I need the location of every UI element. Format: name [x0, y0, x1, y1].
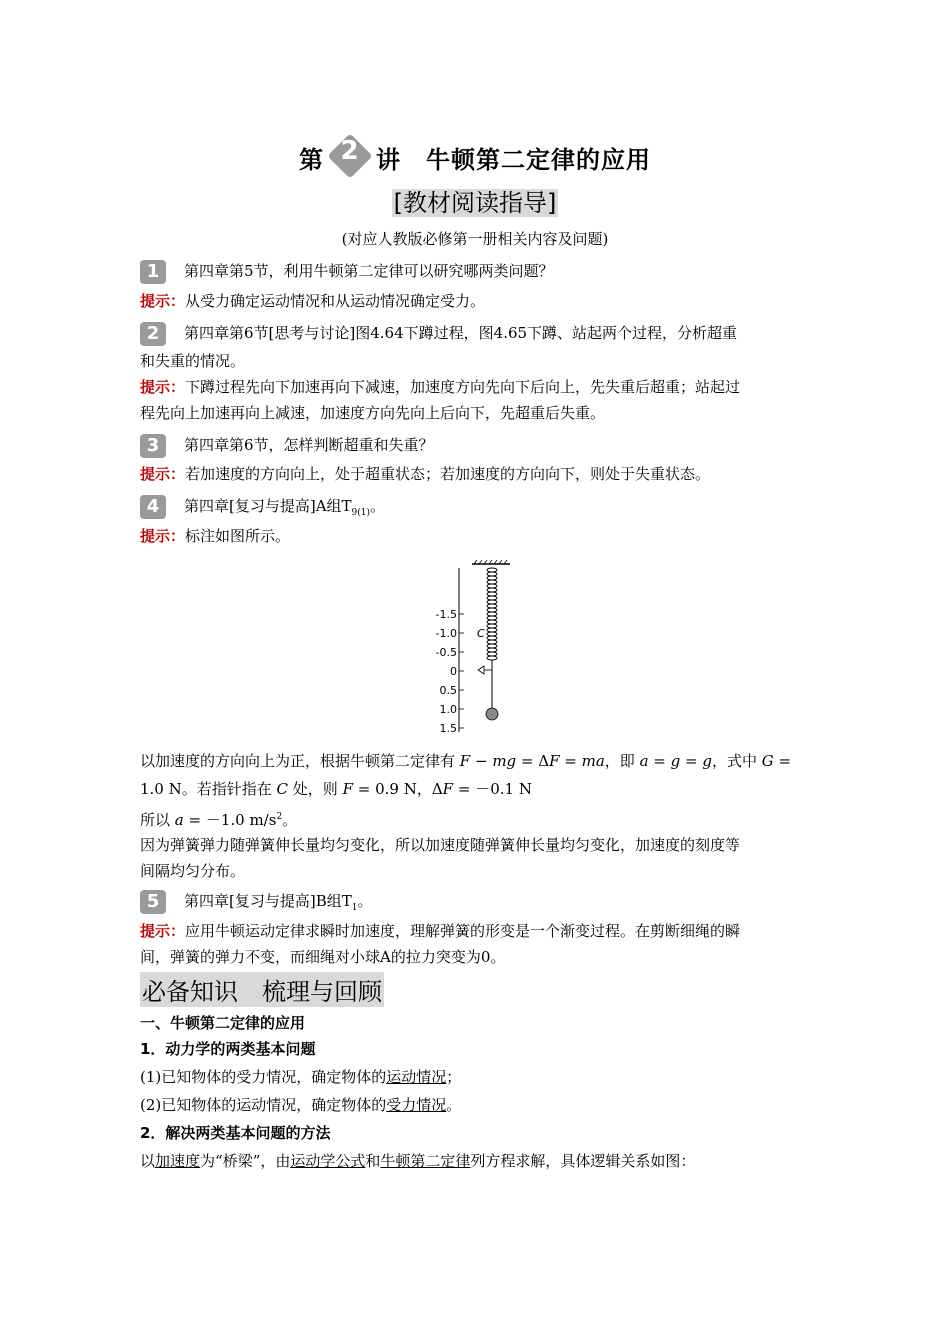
spring-coil	[487, 620, 497, 624]
section-header: 必备知识 梳理与回顾	[140, 972, 384, 1007]
spring-coil	[487, 628, 497, 632]
spring-coil	[487, 568, 497, 572]
heading-3: 2．解决两类基本问题的方法	[140, 1124, 331, 1142]
section-subtitle: [教材阅读指导]	[393, 189, 557, 217]
spring-coil	[487, 632, 497, 636]
spring-coil	[487, 600, 497, 604]
spring-coil	[487, 640, 497, 644]
knowledge-p3: 以加速度为“桥梁”，由运动学公式和牛顿第二定律列方程求解，具体逻辑关系如图：	[140, 1152, 696, 1170]
explain-line-3: 所以 a = －1.0 $m/s^2$。	[140, 811, 298, 829]
question-4: 4 第四章[复习与提高]A组$T_{9(1)}$。	[140, 493, 812, 526]
heading-1: 一、牛顿第二定律的应用	[140, 1014, 306, 1032]
lesson-number-badge	[328, 136, 372, 176]
number-badge: 4	[140, 495, 166, 519]
spring-coil	[487, 608, 497, 612]
spring-coil	[487, 572, 497, 576]
knowledge-p1: (1)已知物体的受力情况，确定物体的运动情况；	[140, 1068, 462, 1086]
spring-coil	[487, 580, 497, 584]
spring-coil	[487, 584, 497, 588]
knowledge-p2: (2)已知物体的运动情况，确定物体的受力情况。	[140, 1096, 462, 1114]
scale-tick-label: 1.5	[439, 722, 457, 735]
scale-tick-label: -1.5	[435, 608, 457, 621]
scale-tick-label: -0.5	[435, 646, 457, 659]
answer-3: 提示：若加速度的方向向上，处于超重状态；若加速度的方向向下，则处于失重状态。	[140, 465, 711, 483]
ball-icon	[486, 708, 498, 720]
spring-coil	[487, 648, 497, 652]
spring-coil	[487, 644, 497, 648]
number-badge: 3	[140, 434, 166, 458]
spring-scale-figure	[430, 560, 530, 740]
answer-2: 提示：下蹲过程先向下加速再向下减速，加速度方向先向下后向上，先失重后超重；站起过	[140, 378, 741, 396]
explain-line-5: 间隔均匀分布。	[140, 862, 246, 880]
lesson-title	[0, 136, 950, 176]
spring-coil	[487, 612, 497, 616]
spring-coil	[487, 596, 497, 600]
pointer-label-c: C	[477, 627, 485, 640]
answer-5: 提示：应用牛顿运动定律求瞬时加速度，理解弹簧的形变是一个渐变过程。在剪断细绳的瞬	[140, 922, 741, 940]
spring-coil	[487, 636, 497, 640]
spring-icon	[487, 568, 497, 660]
title-suffix: 讲 牛顿第二定律的应用	[376, 146, 651, 174]
question-2-cont: 和失重的情况。	[140, 352, 246, 370]
answer-2-cont: 程先向上加速再向上减速，加速度方向先向上后向下，先超重后失重。	[140, 404, 606, 422]
number-badge: 2	[140, 322, 166, 346]
spring-coil	[487, 616, 497, 620]
spring-coil	[487, 588, 497, 592]
explain-line-4: 因为弹簧弹力随弹簧伸长量均匀变化，所以加速度随弹簧伸长量均匀变化，加速度的刻度等	[140, 836, 741, 854]
spring-coil	[487, 592, 497, 596]
scale-tick-label: 0	[450, 665, 457, 678]
scale-ticks	[436, 608, 464, 735]
question-2: 2 第四章第6节[思考与讨论]图4.64下蹲过程，图4.65下蹲、站起两个过程，分析超重	[140, 320, 812, 346]
reference-note: (对应人教版必修第一册相关内容及问题)	[341, 230, 609, 248]
scale-tick-label: -1.0	[435, 627, 457, 640]
scale-tick-label: 0.5	[439, 684, 457, 697]
pointer-arrow-icon	[478, 666, 484, 674]
explain-line-1: 以加速度的方向向上为正，根据牛顿第二定律有 F − mg = ΔF = ma，即 a = g = g，式中 G =	[140, 752, 792, 770]
answer-5-cont: 间，弹簧的弹力不变，而细绳对小球A的拉力突变为0。	[140, 948, 506, 966]
number-badge: 1	[140, 260, 166, 284]
answer-1: 提示：从受力确定运动情况和从运动情况确定受力。	[140, 292, 486, 310]
title-prefix: 第	[299, 146, 324, 174]
answer-4: 提示：标注如图所示。	[140, 527, 291, 545]
question-5: 5 第四章[复习与提高]B组$T_1$。	[140, 888, 812, 921]
number-badge: 5	[140, 890, 166, 914]
spring-coil	[487, 652, 497, 656]
heading-2: 1．动力学的两类基本问题	[140, 1040, 316, 1058]
question-3: 3 第四章第6节，怎样判断超重和失重？	[140, 432, 812, 458]
question-1: 1 第四章第5节，利用牛顿第二定律可以研究哪两类问题？	[140, 258, 812, 284]
scale-tick-label: 1.0	[439, 703, 457, 716]
explain-line-2: 1.0 N。若指针指在 C 处，则 F = 0.9 N，ΔF = －0.1 N	[140, 780, 532, 798]
spring-coil	[487, 624, 497, 628]
spring-coil	[487, 576, 497, 580]
spring-coil	[487, 604, 497, 608]
lesson-number: 2	[340, 136, 360, 166]
spring-coil	[487, 656, 497, 660]
